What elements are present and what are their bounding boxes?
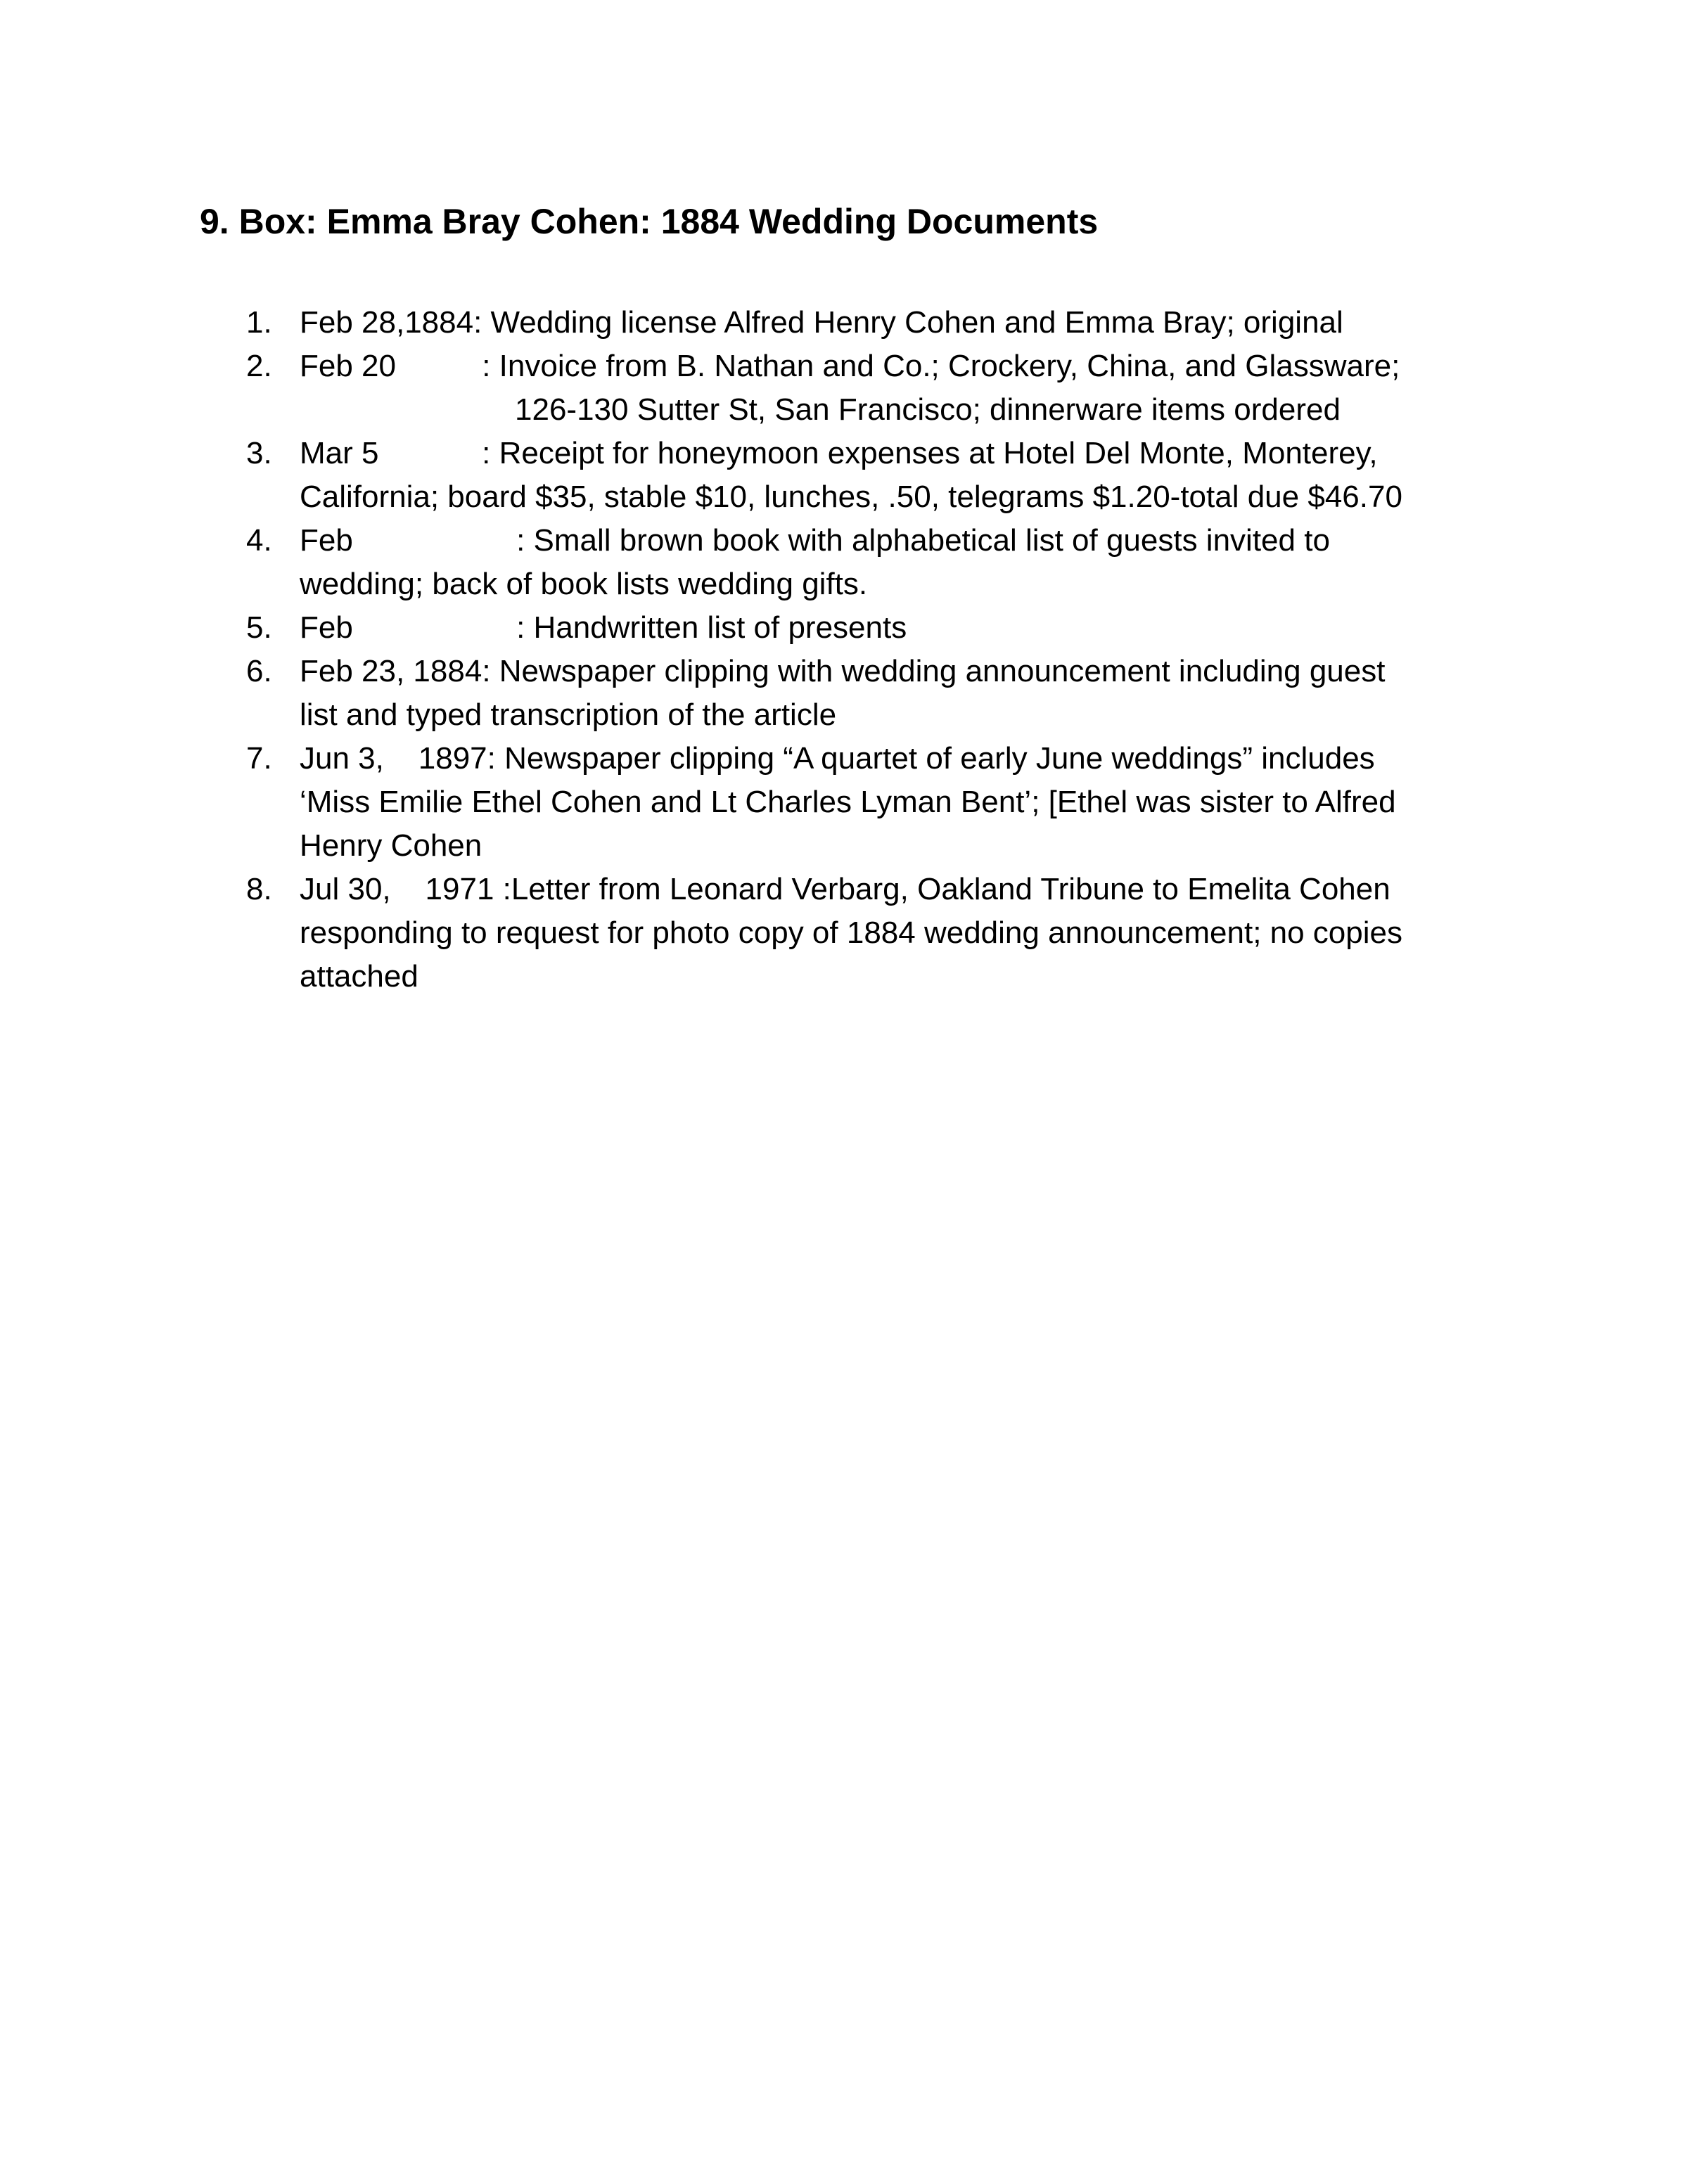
item-number: 3. [246,436,272,470]
item-number: 5. [246,610,272,645]
item-number: 6. [246,654,272,688]
item-text-line: Feb : Small brown book with alphabetical list of guests invited to [300,523,1330,558]
item-text-line: Mar 5 : Receipt for honeymoon expenses at Hotel Del Monte, Monterey, [300,436,1378,470]
item-number: 7. [246,741,272,776]
item-text-line: Feb 20 : Invoice from B. Nathan and Co.; Crockery, China, and Glassware; [300,349,1400,383]
item-text-line: Henry Cohen [300,828,482,863]
item-text-line: California; board $35, stable $10, lunches, .50, telegrams $1.20-total due $46.70 [300,480,1402,514]
item-text-line: Jul 30, 1971 :Letter from Leonard Verbarg, Oakland Tribune to Emelita Cohen [300,872,1390,906]
item-text-line: 126-130 Sutter St, San Francisco; dinnerware items ordered [515,392,1341,427]
item-number: 8. [246,872,272,906]
item-text-line: Feb : Handwritten list of presents [300,610,907,645]
item-number: 4. [246,523,272,558]
item-text-line: Jun 3, 1897: Newspaper clipping “A quartet of early June weddings” includes [300,741,1375,776]
item-text-line: wedding; back of book lists wedding gifts. [300,567,868,601]
item-number: 1. [246,305,272,340]
item-text-line: ‘Miss Emilie Ethel Cohen and Lt Charles Lyman Bent’; [Ethel was sister to Alfred [300,785,1396,819]
page-title: 9. Box: Emma Bray Cohen: 1884 Wedding Documents [200,202,1099,241]
item-text-line: responding to request for photo copy of 1884 wedding announcement; no copies [300,916,1402,950]
item-number: 2. [246,349,272,383]
item-text-line: Feb 28,1884: Wedding license Alfred Henry Cohen and Emma Bray; original [300,305,1343,340]
item-text-line: Feb 23, 1884: Newspaper clipping with wedding announcement including guest [300,654,1386,688]
item-text-line: attached [300,959,418,994]
item-text-line: list and typed transcription of the article [300,698,837,732]
